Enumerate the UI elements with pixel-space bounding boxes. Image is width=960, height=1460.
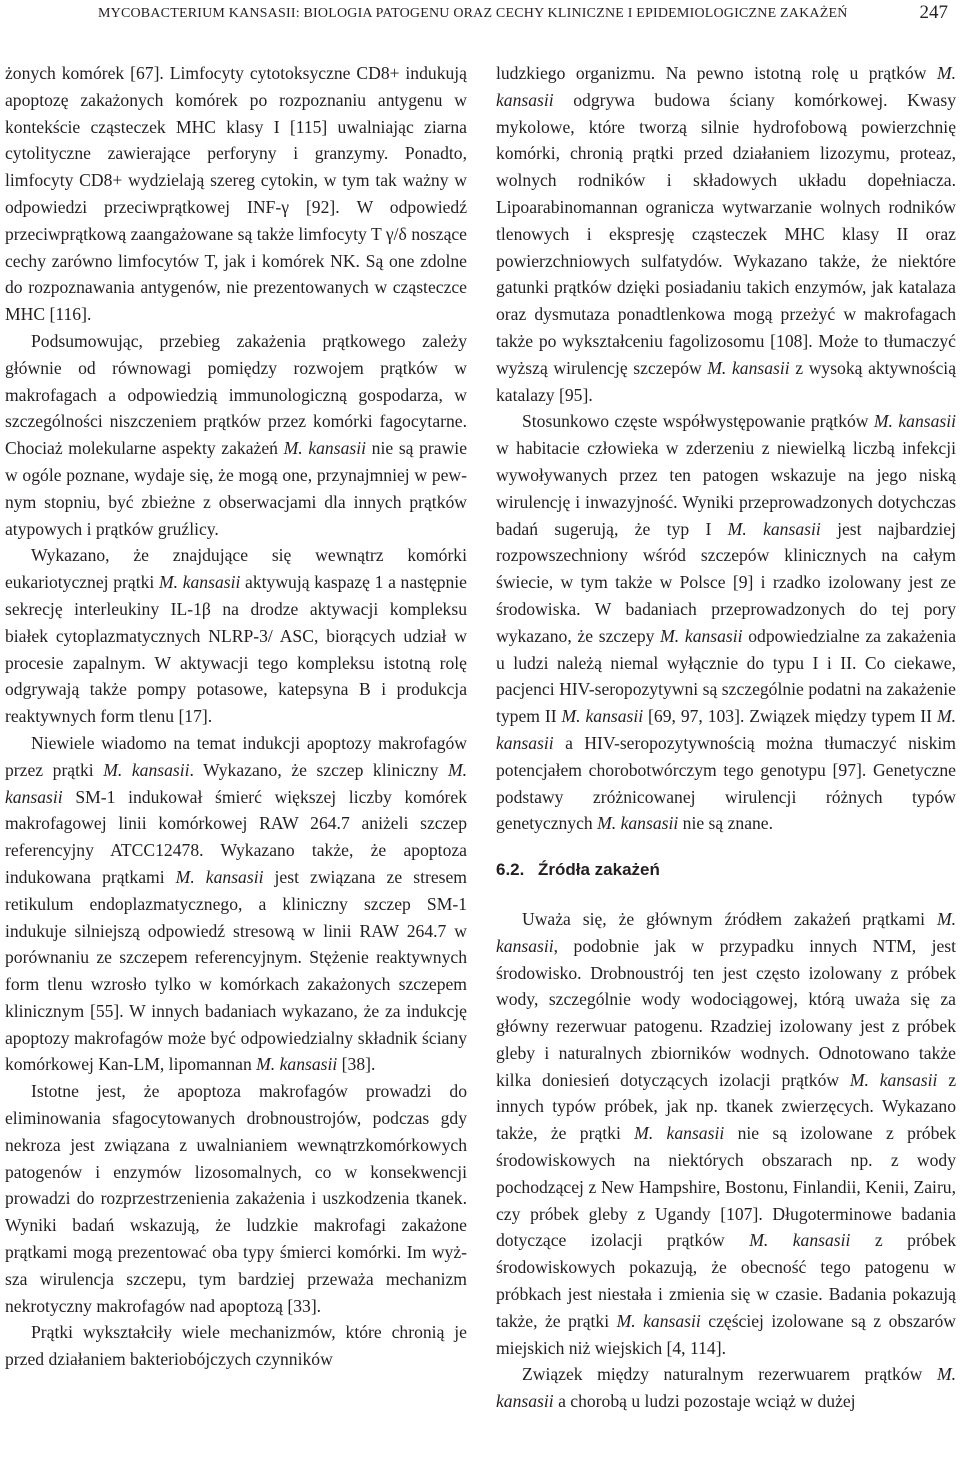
paragraph: Niewiele wiadomo na temat indukcji apoptozy makrofagów przez prątki M. kansasii. Wykazano, że szczep kliniczny M. kansasii SM-1 indukował śmierć większej liczby komórek makrofagowej linii komórkowej RAW 264.7 aniżeli szczep referencyjny ATCC12478. Wykazano także, że apoptoza indukowana prątkami M. kansasii jest związana ze stresem retikulum endoplazmatycznego, a kliniczny szczep SM-1 indukuje silniejszą odpowiedź stresową w linii RAW 264.7 w porównaniu ze szczepem referencyjnym. Stężenie reaktywnych form tlenu wzrosło tylko w komórkach zakażonych szczepem klinicznym [55]. W innych badaniach wykazano, że za indukcję apoptozy makrofagów może być odpowiedzialny składnik ściany komórkowej Kan-LM, lipomannan M. kansasii [38]. bbox=[5, 732, 468, 1075]
paragraph: Wykazano, że znajdujące się wewnątrz komórki eukariotycznej prątki M. kansasii aktywują kaspazę 1 a następnie sekrecję interleukiny IL-1β na drodze aktywacji kompleksu białek cytoplazmatycznych NLRP-3/ ASC, biorących udział w procesie zapalnym. W aktywacji tego kompleksu istotną rolę odgrywają także pompy potasowe, katepsyna B i produkcja reaktywnych form tlenu [17]. bbox=[5, 545, 467, 727]
paragraph: Związek między naturalnym rezerwuarem prątków M. kansasii a chorobą u ludzi pozostaje wciąż w dużej bbox=[496, 1364, 956, 1412]
species-name: M. kansasii bbox=[727, 518, 821, 539]
page-number: 247 bbox=[919, 2, 948, 23]
species-name: M. kansasii bbox=[616, 1310, 701, 1331]
species-name: M. kansasii bbox=[749, 1230, 851, 1251]
paragraph: Istotne jest, że apoptoza makrofagów prowadzi do eliminowania sfagocytowanych drobnoustrojów, podczas gdy nekroza jest związana z uwalnianiem wewnątrzkomórkowych patogenów i enzymów lizosomalnych, co w konsekwencji prowadzi do rozprzestrzenienia zakażenia i uszkodzenia tkanek. Wyniki badań wskazują, że ludzkie makrofagi zakażone prątkami mogą prezentować oba typy śmierci komórki. Im wyższa wirulencja szczepu, tym bardziej przeważa mechanizm nekrotyczny makrofagów nad apoptozą [33]. bbox=[5, 1081, 467, 1316]
species-name: M. kansasii bbox=[5, 759, 468, 807]
species-name: M. kansasii bbox=[873, 411, 957, 432]
species-name: M. kansasii bbox=[158, 572, 241, 593]
species-name: M. kansasii bbox=[496, 908, 956, 956]
species-name: M. kansasii bbox=[103, 759, 190, 780]
paragraph: Uważa się, że głównym źródłem zakażeń prątkami M. kansasii, podobnie jak w przypadku innych NTM, jest środowisko. Drobnoustrój ten jest często izolowany z próbek wody, szczególnie wody wodociągowej, którą uważa się za główny rezerwuar patogenu. Rzadziej izolowany jest z próbek gleby i naturalnych zbiorników wodnych. Odnotowano także kilka doniesień dotyczących izolacji prątków M. kansasii z innych typów próbek, jak np. tkanek zwierzęcych. Wykazano także, że prątki M. kansasii nie są izolowane z próbek środowiskowych na niektórych obszarach np. z wody pochodzącej z New Hampshire, Bostonu, Finlandii, Kenii, Zairu, czy próbek gleby z Ugandy [107]. Długoterminowe badania dotyczące izolacji prątków M. kansasii z próbek środowiskowych pokazują, że obecność tego patogenu w próbkach jest niestała i zmienia się w czasie. Badania pokazują także, że prątki M. kansasii częściej izolowane są z obszarów miejskich niż wiejskich [4, 114]. bbox=[496, 908, 957, 1358]
species-name: M. kansasii bbox=[660, 625, 743, 646]
section-heading bbox=[496, 857, 956, 884]
species-name: M. kansasii bbox=[634, 1123, 725, 1144]
species-name: M. kansasii bbox=[561, 706, 644, 727]
right-column bbox=[496, 60, 956, 1415]
running-title: MYCOBACTERIUM KANSASII: BIOLOGIA PATOGENU ORAZ CECHY KLINICZNE I EPIDEMIOLOGICZNE ZAKAŻEŃ bbox=[98, 6, 848, 21]
paragraph: Podsumowując, przebieg zakażenia prątkowego zależy głównie od równowagi pomiędzy rozwojem prątków w makrofagach a odpowiedzią immunologiczną gospodarza, w szczególności niszczeniem prątków przez komórki fagocytarne. Chociaż molekularne aspekty zakażeń M. kansasii nie są prawie w ogóle poznane, wydaje się, że mogą one, przynajmniej w pewnym stopniu, być zbieżne z obserwacjami dla innych prątków atypowych i prątków gruźlicy. bbox=[5, 330, 467, 539]
species-name: M. kansasii bbox=[496, 63, 956, 110]
species-name: M. kansasii bbox=[849, 1069, 938, 1090]
species-name: M. kansasii bbox=[496, 1364, 956, 1412]
species-name: M. kansasii bbox=[283, 438, 366, 459]
paragraph: Prątki wykształciły wiele mechanizmów, które chronią je przed działaniem bakteriobójczych czynników bbox=[5, 1322, 467, 1370]
species-name: M. kansasii bbox=[707, 357, 790, 378]
species-name: M. kansasii bbox=[256, 1054, 338, 1075]
running-header bbox=[0, 0, 960, 40]
paragraph: żonych komórek [67]. Limfocyty cytotoksyczne CD8+ indukują apoptozę zakażonych komórek po rozpoznaniu antygenu w kontekście cząsteczek MHC klasy I [115] uwalniając ziarna cytolityczne zawierające perforyny i granzymy. Ponadto, limfocyty CD8+ wydzielają szereg cytokin, w tym tak ważny w odpowiedzi przeciwprątkowej INF-γ [92]. W odpowiedź przeciwprątkową zaangażowane są także limfocyty T γ/δ noszące cechy zarówno limfocytów T, jak i komórek NK. Są one zdolne do rozpoznawania antygenów, nie prezentowanych w cząsteczce MHC [116]. bbox=[5, 63, 467, 325]
paragraph: Stosunkowo częste współwystępowanie prątków M. kansasii w habitacie człowieka w zderzeniu z niewielką liczbą infekcji wywoływanych przez ten patogen wskazuje na jego niską wirulencję i inwazyjność. Wyniki przeprowadzonych dotychczas badań sugerują, że typ I M. kansasii jest najbardziej rozpowszechniony wśród szczepów klinicznych na całym świecie, w tym także w Polsce [9] i rzadko izolowany jest ze środowiska. W badaniach przeprowadzonych do tej pory wykazano, że szczepy M. kansasii odpowiedzialne za zakażenia u ludzi należą niemal wyłącznie do typu I i II. Co ciekawe, pacjenci HIV-seropozytywni są szczególnie podatni na zakażenie typem II M. kansasii [69, 97, 103]. Związek między typem II M. kansasii a HIV-seropozytywnością można tłumaczyć niskim potencjałem chorobotwórczym tego genotypu [97]. Genetyczne podstawy zróżnicowanej wirulencji różnych typów genetycznych M. kansasii nie są znane. bbox=[496, 411, 957, 834]
left-column bbox=[5, 60, 467, 1373]
section-title: Źródła zakażeń bbox=[538, 860, 660, 880]
section-number: 6.2. bbox=[496, 860, 525, 880]
species-name: M. kansasii bbox=[175, 866, 264, 887]
paragraph: ludzkiego organizmu. Na pewno istotną rolę u prątków M. kansasii odgrywa budowa ściany komórkowej. Kwasy mykolowe, które tworzą silnie hydrofobową powierzchnię komórki, chronią prątki przed działaniem lizozymu, proteaz, wolnych rodników i składowych układu dopełniacza. Lipoarabinomannan ogranicza wytwarzanie wolnych rodników tlenowych i ekspresję cząsteczek MHC klasy II oraz powierzchniowych sulfatydów. Wykazano także, że niektóre gatunki prątków dzięki posiadaniu takich enzymów, jak katalaza oraz dysmutaza ponadtlenkowa mogą przeżyć w makrofagach także po wykształceniu fagolizosomu [108]. Może to tłumaczyć wyższą wirulencję szczepów M. kansasii z wysoką aktywnością katalazy [95]. bbox=[496, 63, 957, 405]
species-name: M. kansasii bbox=[597, 813, 679, 834]
species-name: M. kansasii bbox=[496, 706, 956, 753]
